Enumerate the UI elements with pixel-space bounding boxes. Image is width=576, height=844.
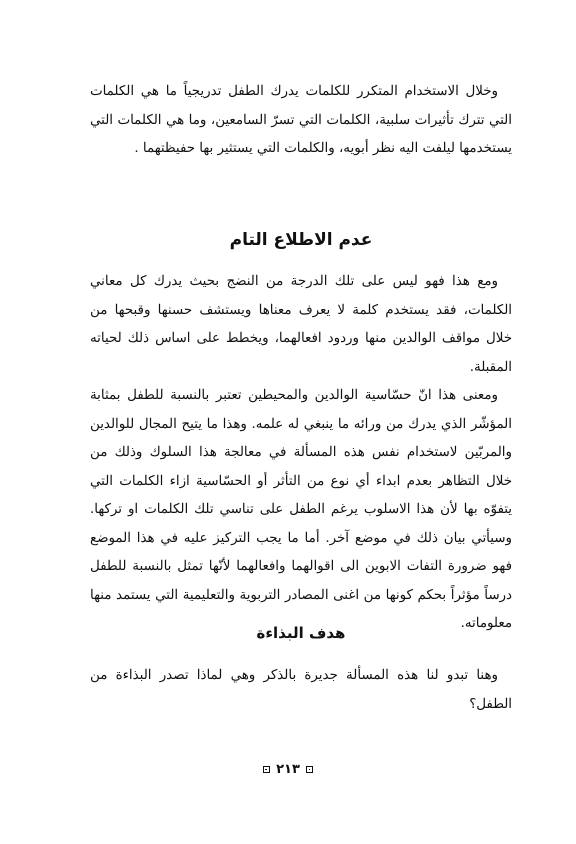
ornament-square-icon: [263, 766, 270, 773]
ornament-square-icon: [306, 766, 313, 773]
question-paragraph: وهنا تبدو لنا هذه المسألة جديرة بالذكر وهي لماذا تصدر البذاءة من الطفل؟: [90, 668, 512, 712]
page-number: ٢١٣: [276, 762, 300, 777]
section-heading-obscenity-goal: هدف البذاءة: [256, 624, 346, 642]
page-footer: [0, 762, 576, 777]
body-paragraph-1: ومع هذا فهو ليس على تلك الدرجة من النضج بحيث يدرك كل معاني الكلمات، فقد يستخدم كلمة لا يعرف معناها ويستشف حسنها وقبحها من خلال مواقف الوالدين منها وردود افعالهما، ويخطط على اساس ذلك لحياته المقبلة.: [90, 274, 512, 375]
section-heading-incomplete-knowledge: عدم الاطلاع التام: [229, 230, 373, 250]
obscenity-goal-section: [90, 662, 512, 719]
intro-section: [90, 78, 512, 164]
incomplete-knowledge-section: [90, 268, 512, 639]
body-paragraph-2: ومعنى هذا انّ حسّاسية الوالدين والمحيطين تعتبر بالنسبة للطفل بمثابة المؤشّر الذي يدرك من ورائه ما ينبغي له علمه. وهذا ما يتيح المجال للوالدين والمربّين لاستخدام نفس هذه المسألة في معالجة هذا السلوك وذلك من خلال التظاهر بعدم ابداء أي نوع من التأثر أو الحسّاسية ازاء الكلمات التي يتفوّه بها لأن هذا الاسلوب يرغم الطفل على تناسي تلك الكلمات او تركها. وسيأتي بيان ذلك في موضع آخر. أما ما يجب التركيز عليه في هذا الموضع فهو ضرورة التفات الابوين الى اقوالهما وافعالهما لأنّها تمثل بالنسبة للطفل درساً مؤثراً بحكم كونها من اغنى المصادر التربوية والتعليمية التي يستمد منها معلوماته.: [90, 388, 512, 631]
intro-paragraph: وخلال الاستخدام المتكرر للكلمات يدرك الطفل تدريجياً ما هي الكلمات التي تترك تأثيرات سلبية، الكلمات التي تسرّ السامعين، وما هي الكلمات التي يستخدمها ليلفت اليه نظر أبويه، والكلمات التي يستثير بها حفيظتهما .: [90, 84, 512, 156]
